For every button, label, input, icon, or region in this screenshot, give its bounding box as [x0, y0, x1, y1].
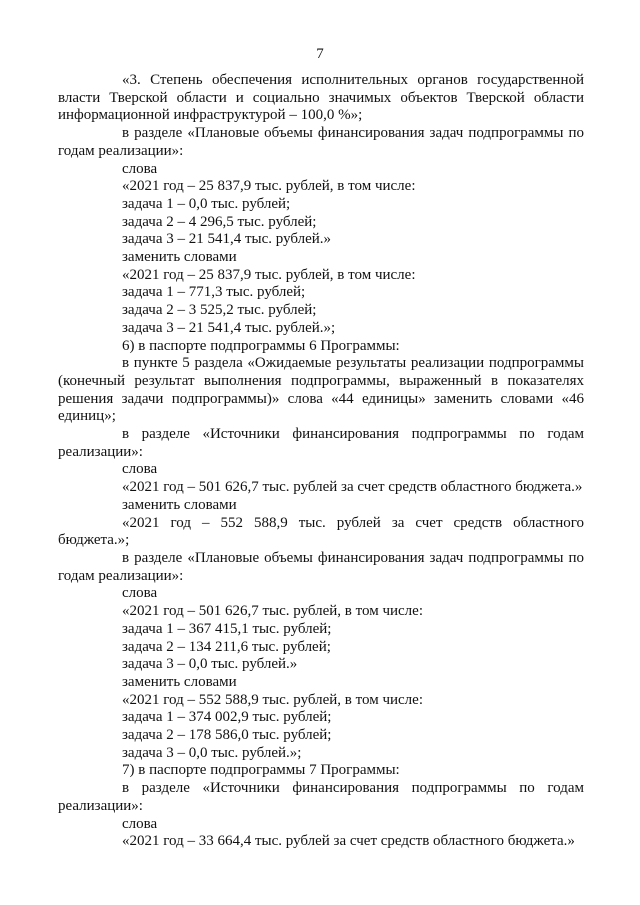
paragraph: «2021 год – 25 837,9 тыс. рублей, в том числе:: [122, 178, 416, 195]
paragraph: задача 3 – 21 541,4 тыс. рублей.»;: [122, 319, 336, 336]
paragraph: в разделе «Плановые объемы финансирования задач подпрограммы по годам реализации»:: [58, 549, 584, 584]
paragraph: в разделе «Плановые объемы финансирования задач подпрограммы по годам реализации»:: [58, 125, 584, 159]
paragraph: «2021 год – 552 588,9 тыс. рублей за счет средств областного бюджета.»;: [58, 514, 584, 549]
paragraph: задача 2 – 134 211,6 тыс. рублей;: [122, 638, 331, 655]
paragraph: задача 1 – 771,3 тыс. рублей;: [122, 284, 306, 301]
document-body: [58, 72, 584, 851]
paragraph: заменить словами: [122, 249, 237, 266]
paragraph: в разделе «Источники финансирования подпрограммы по годам реализации»:: [58, 780, 584, 814]
paragraph: задача 3 – 0,0 тыс. рублей.»: [122, 656, 298, 673]
paragraph: задача 2 – 178 586,0 тыс. рублей;: [122, 727, 332, 744]
paragraph: слова: [122, 585, 158, 602]
page-number: 7: [316, 46, 324, 62]
paragraph: слова: [122, 461, 158, 478]
paragraph: задача 1 – 367 415,1 тыс. рублей;: [122, 620, 332, 637]
paragraph: «3. Степень обеспечения исполнительных органов государственной власти Тверской области и социально значимых объектов Тверской области информационной инфраструктурой – 100,0 %»;: [58, 72, 584, 124]
paragraph: «2021 год – 33 664,4 тыс. рублей за счет средств областного бюджета.»: [122, 833, 575, 850]
paragraph: слова: [122, 160, 158, 177]
paragraph: задача 3 – 21 541,4 тыс. рублей.»: [122, 231, 332, 248]
paragraph: задача 2 – 4 296,5 тыс. рублей;: [122, 213, 317, 230]
paragraph: слова: [122, 815, 158, 832]
paragraph: «2021 год – 501 626,7 тыс. рублей, в том числе:: [122, 603, 423, 620]
paragraph: задача 1 – 374 002,9 тыс. рублей;: [122, 709, 332, 726]
paragraph: заменить словами: [122, 496, 237, 513]
paragraph: 7) в паспорте подпрограммы 7 Программы:: [122, 762, 400, 779]
paragraph: задача 2 – 3 525,2 тыс. рублей;: [122, 302, 317, 319]
paragraph: «2021 год – 552 588,9 тыс. рублей, в том числе:: [122, 691, 423, 708]
paragraph: «2021 год – 501 626,7 тыс. рублей за счет средств областного бюджета.»: [122, 479, 583, 496]
paragraph: задача 3 – 0,0 тыс. рублей.»;: [122, 744, 302, 761]
paragraph: заменить словами: [122, 673, 237, 690]
paragraph: задача 1 – 0,0 тыс. рублей;: [122, 195, 291, 212]
paragraph: «2021 год – 25 837,9 тыс. рублей, в том числе:: [122, 266, 416, 283]
paragraph: в разделе «Источники финансирования подпрограммы по годам реализации»:: [58, 426, 584, 460]
paragraph: в пункте 5 раздела «Ожидаемые результаты реализации подпрограммы (конечный результат выполнения подпрограммы, выраженный в показателях решения задачи подпрограммы)» слова «44 единицы» заменить словами «46 единиц»;: [58, 355, 584, 425]
paragraph: 6) в паспорте подпрограммы 6 Программы:: [122, 337, 400, 354]
